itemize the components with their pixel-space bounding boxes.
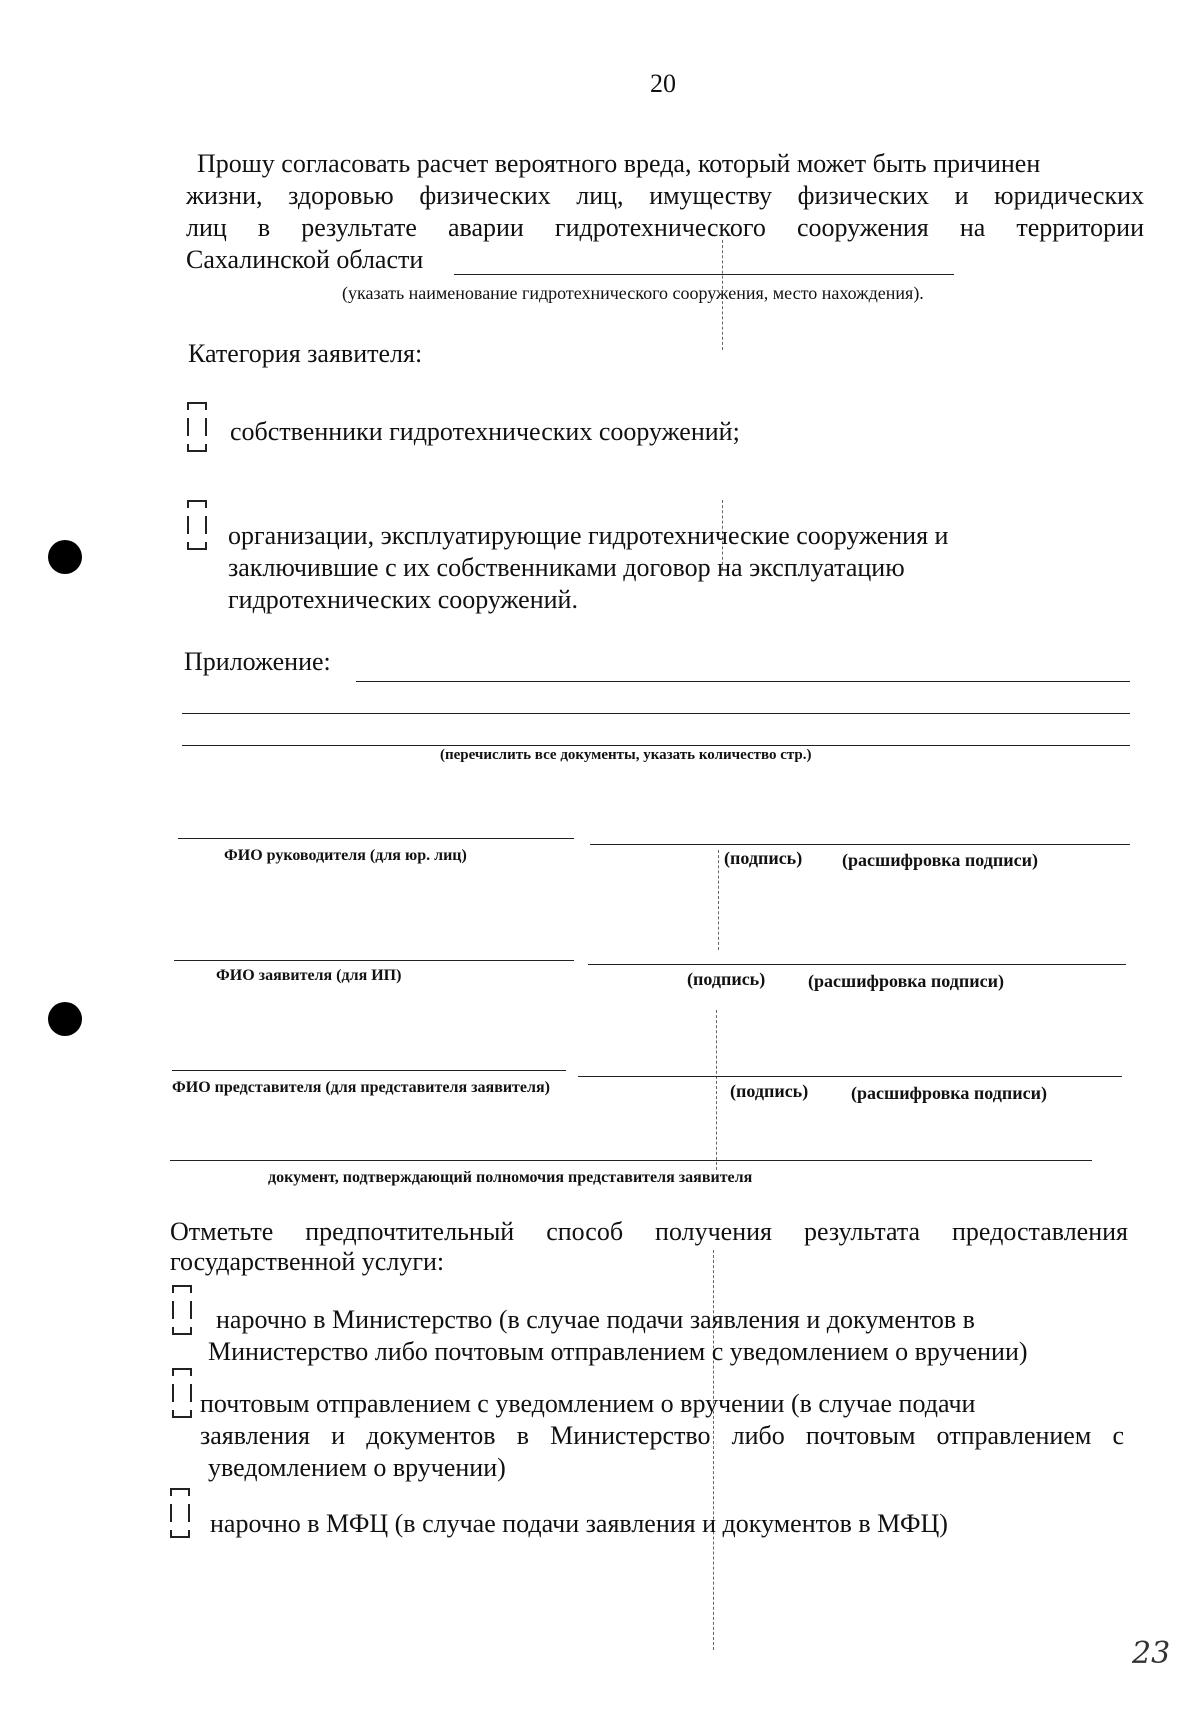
head-sign-line[interactable] [590, 844, 1130, 845]
representative-name-label: ФИО представителя (для представителя заявителя) [172, 1079, 550, 1096]
fold-mark [718, 850, 719, 950]
request-line-4: Сахалинской области [186, 245, 424, 274]
checkbox-operators[interactable] [187, 500, 207, 552]
checkbox-delivery-mfc[interactable] [170, 1488, 190, 1540]
checkbox-delivery-post[interactable] [172, 1368, 192, 1420]
head-sign-label: (подпись) [724, 848, 803, 868]
handwritten-sheet-number: 23 [1132, 1636, 1171, 1671]
request-line-3: лиц в результате аварии гидротехнического сооружения на территории [186, 213, 1144, 242]
binder-hole-bottom [48, 1002, 82, 1036]
request-line-2: жизни, здоровью физических лиц, имуществу физических и юридических [186, 181, 1144, 210]
attachment-input-line-2[interactable] [182, 713, 1130, 714]
delivery-option-post-line-1: почтовым отправлением с уведомлением о вручении (в случае подачи [200, 1389, 976, 1418]
category-option-operators-line-1: организации, эксплуатирующие гидротехнические сооружения и [228, 521, 949, 550]
head-name-line[interactable] [178, 838, 574, 839]
attachment-hint: (перечислить все документы, указать количество стр.) [440, 747, 812, 763]
authority-document-label: документ, подтверждающий полномочия представителя заявителя [268, 1169, 753, 1186]
applicant-sign-line[interactable] [588, 964, 1126, 965]
category-option-owners: собственники гидротехнических сооружений; [230, 417, 740, 446]
page-number: 20 [650, 69, 676, 98]
representative-sign-line[interactable] [578, 1076, 1122, 1077]
fold-mark [716, 1010, 717, 1170]
delivery-intro-line-1: Отметьте предпочтительный способ получения результата предоставления [170, 1217, 1128, 1246]
head-name-label: ФИО руководителя (для юр. лиц) [224, 847, 467, 864]
applicant-name-line[interactable] [174, 960, 574, 961]
binder-hole-top [48, 540, 82, 574]
attachment-label: Приложение: [184, 647, 331, 676]
category-option-operators-line-3: гидротехнических сооружений. [228, 585, 578, 614]
category-title: Категория заявителя: [188, 339, 423, 368]
request-line-1: Прошу согласовать расчет вероятного вреда, который может быть причинен [197, 149, 1041, 178]
representative-sign-label: (подпись) [730, 1081, 809, 1101]
attachment-input-line-1[interactable] [356, 681, 1130, 682]
representative-decode-label: (расшифровка подписи) [851, 1083, 1047, 1103]
checkbox-delivery-ministry[interactable] [172, 1285, 192, 1337]
object-name-input-line[interactable] [454, 274, 954, 275]
delivery-intro-line-2: государственной услуги: [170, 1247, 445, 1276]
head-decode-label: (расшифровка подписи) [842, 850, 1038, 870]
delivery-option-mfc: нарочно в МФЦ (в случае подачи заявления и документов в МФЦ) [210, 1509, 948, 1538]
category-option-operators-line-2: заключившие с их собственниками договор на эксплуатацию [228, 553, 905, 582]
delivery-option-ministry-line-1: нарочно в Министерство (в случае подачи заявления и документов в [216, 1305, 975, 1334]
representative-name-line[interactable] [172, 1070, 566, 1071]
authority-document-line[interactable] [170, 1160, 1092, 1161]
checkbox-owners[interactable] [187, 402, 207, 454]
delivery-option-post-line-2: заявления и документов в Министерство либо почтовым отправлением с [200, 1421, 1124, 1450]
delivery-option-ministry-line-2: Министерство либо почтовым отправлением с уведомлением о вручении) [208, 1337, 1028, 1366]
applicant-name-label: ФИО заявителя (для ИП) [216, 967, 402, 984]
applicant-decode-label: (расшифровка подписи) [808, 971, 1004, 991]
delivery-option-post-line-3: уведомлением о вручении) [208, 1453, 506, 1482]
applicant-sign-label: (подпись) [687, 969, 766, 989]
object-name-hint: (указать наименование гидротехнического сооружения, место нахождения). [342, 283, 924, 303]
